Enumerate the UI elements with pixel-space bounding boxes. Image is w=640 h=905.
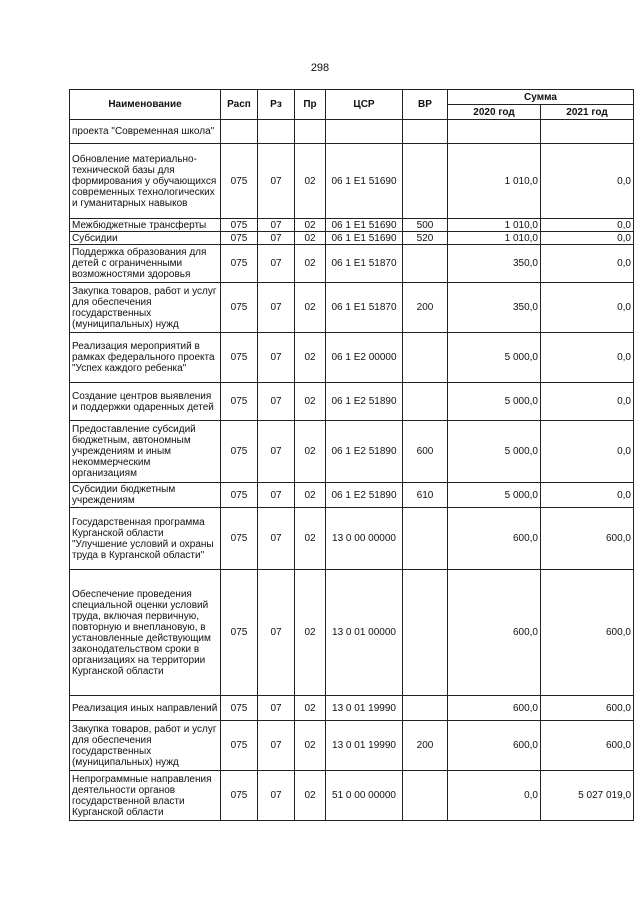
row-pr: 02 xyxy=(295,721,326,771)
row-name: Предоставление субсидий бюджетным, автономным учреждениям и иным некоммерческим организациям xyxy=(70,421,221,483)
row-name: Обеспечение проведения специальной оценки условий труда, включая первичную, повторную и внеплановую, в установленные действующим законодательством сроки в организациях на территории Курганской области xyxy=(70,570,221,696)
row-sum-2020: 350,0 xyxy=(448,283,541,333)
row-sum-2021: 0,0 xyxy=(541,333,634,383)
row-rasp: 075 xyxy=(221,232,258,245)
row-rz xyxy=(258,120,295,144)
row-rz: 07 xyxy=(258,283,295,333)
row-sum-2021: 0,0 xyxy=(541,232,634,245)
row-vr xyxy=(403,333,448,383)
row-pr: 02 xyxy=(295,283,326,333)
row-sum-2020: 1 010,0 xyxy=(448,232,541,245)
row-name: Закупка товаров, работ и услуг для обеспечения государственных (муниципальных) нужд xyxy=(70,721,221,771)
row-rasp: 075 xyxy=(221,283,258,333)
table-row xyxy=(70,421,634,483)
row-name: Реализация мероприятий в рамках федерального проекта "Успех каждого ребенка" xyxy=(70,333,221,383)
row-csr: 06 1 E1 51690 xyxy=(326,144,403,219)
row-sum-2020: 350,0 xyxy=(448,245,541,283)
row-csr: 06 1 E1 51690 xyxy=(326,219,403,232)
row-pr: 02 xyxy=(295,245,326,283)
header-pr: Пр xyxy=(295,90,326,120)
table-row xyxy=(70,508,634,570)
header-2020: 2020 год xyxy=(448,105,541,120)
row-name: Субсидии xyxy=(70,232,221,245)
row-rasp: 075 xyxy=(221,771,258,821)
header-name: Наименование xyxy=(70,90,221,120)
table-row xyxy=(70,219,634,232)
header-rasp: Расп xyxy=(221,90,258,120)
row-pr: 02 xyxy=(295,508,326,570)
row-rz: 07 xyxy=(258,219,295,232)
row-name: Создание центров выявления и поддержки одаренных детей xyxy=(70,383,221,421)
row-pr: 02 xyxy=(295,333,326,383)
row-csr xyxy=(326,120,403,144)
row-csr: 13 0 01 19990 xyxy=(326,721,403,771)
row-csr: 06 1 E1 51870 xyxy=(326,283,403,333)
row-sum-2021: 0,0 xyxy=(541,245,634,283)
row-sum-2021: 0,0 xyxy=(541,483,634,508)
row-sum-2021: 0,0 xyxy=(541,383,634,421)
table-row xyxy=(70,245,634,283)
row-vr xyxy=(403,383,448,421)
row-csr: 06 1 E2 51890 xyxy=(326,421,403,483)
page-number: 298 xyxy=(310,62,330,74)
row-vr: 200 xyxy=(403,721,448,771)
row-rasp: 075 xyxy=(221,333,258,383)
row-csr: 06 1 E1 51690 xyxy=(326,232,403,245)
row-vr: 610 xyxy=(403,483,448,508)
row-vr xyxy=(403,771,448,821)
row-vr xyxy=(403,144,448,219)
table-row xyxy=(70,570,634,696)
header-csr: ЦСР xyxy=(326,90,403,120)
row-rz: 07 xyxy=(258,696,295,721)
row-name: Поддержка образования для детей с ограниченными возможностями здоровья xyxy=(70,245,221,283)
table-row xyxy=(70,696,634,721)
row-pr xyxy=(295,120,326,144)
row-sum-2020: 600,0 xyxy=(448,696,541,721)
header-row-1 xyxy=(70,90,634,105)
row-vr xyxy=(403,570,448,696)
row-csr: 06 1 E2 51890 xyxy=(326,483,403,508)
header-2021: 2021 год xyxy=(541,105,634,120)
row-pr: 02 xyxy=(295,771,326,821)
row-rasp: 075 xyxy=(221,383,258,421)
row-name: Реализация иных направлений xyxy=(70,696,221,721)
row-vr xyxy=(403,508,448,570)
row-rasp: 075 xyxy=(221,508,258,570)
row-rz: 07 xyxy=(258,508,295,570)
row-rasp: 075 xyxy=(221,721,258,771)
row-rasp: 075 xyxy=(221,219,258,232)
row-pr: 02 xyxy=(295,383,326,421)
row-sum-2020: 600,0 xyxy=(448,508,541,570)
row-vr xyxy=(403,120,448,144)
header-rz: Рз xyxy=(258,90,295,120)
row-sum-2020: 600,0 xyxy=(448,721,541,771)
row-csr: 13 0 01 19990 xyxy=(326,696,403,721)
row-sum-2020: 600,0 xyxy=(448,570,541,696)
row-rz: 07 xyxy=(258,483,295,508)
row-vr xyxy=(403,245,448,283)
row-rasp: 075 xyxy=(221,570,258,696)
row-name: проекта "Современная школа" xyxy=(70,120,221,144)
row-vr: 600 xyxy=(403,421,448,483)
row-rz: 07 xyxy=(258,232,295,245)
table-row xyxy=(70,721,634,771)
row-rasp: 075 xyxy=(221,245,258,283)
budget-table xyxy=(69,89,634,821)
row-sum-2020: 1 010,0 xyxy=(448,144,541,219)
row-sum-2020: 5 000,0 xyxy=(448,483,541,508)
row-rz: 07 xyxy=(258,771,295,821)
row-csr: 06 1 E2 51890 xyxy=(326,383,403,421)
row-pr: 02 xyxy=(295,421,326,483)
table-row xyxy=(70,120,634,144)
row-rasp: 075 xyxy=(221,696,258,721)
row-sum-2020: 1 010,0 xyxy=(448,219,541,232)
row-rz: 07 xyxy=(258,245,295,283)
row-sum-2021 xyxy=(541,120,634,144)
row-vr: 520 xyxy=(403,232,448,245)
row-sum-2021: 600,0 xyxy=(541,570,634,696)
row-sum-2020: 5 000,0 xyxy=(448,421,541,483)
row-sum-2021: 0,0 xyxy=(541,283,634,333)
table-row xyxy=(70,333,634,383)
table-row xyxy=(70,283,634,333)
row-sum-2020 xyxy=(448,120,541,144)
row-rasp: 075 xyxy=(221,421,258,483)
row-rz: 07 xyxy=(258,721,295,771)
row-csr: 06 1 E2 00000 xyxy=(326,333,403,383)
table-row xyxy=(70,144,634,219)
row-name: Обновление материально-технической базы для формирования у обучающихся современных технологических и гуманитарных навыков xyxy=(70,144,221,219)
row-pr: 02 xyxy=(295,219,326,232)
row-sum-2020: 0,0 xyxy=(448,771,541,821)
row-pr: 02 xyxy=(295,144,326,219)
row-csr: 06 1 E1 51870 xyxy=(326,245,403,283)
row-pr: 02 xyxy=(295,483,326,508)
table-row xyxy=(70,383,634,421)
row-name: Субсидии бюджетным учреждениям xyxy=(70,483,221,508)
row-rasp: 075 xyxy=(221,144,258,219)
row-vr: 200 xyxy=(403,283,448,333)
table-row xyxy=(70,483,634,508)
row-rasp: 075 xyxy=(221,483,258,508)
row-rz: 07 xyxy=(258,421,295,483)
row-vr xyxy=(403,696,448,721)
row-sum-2021: 5 027 019,0 xyxy=(541,771,634,821)
table-row xyxy=(70,771,634,821)
row-sum-2020: 5 000,0 xyxy=(448,333,541,383)
row-pr: 02 xyxy=(295,232,326,245)
row-name: Закупка товаров, работ и услуг для обеспечения государственных (муниципальных) нужд xyxy=(70,283,221,333)
row-sum-2020: 5 000,0 xyxy=(448,383,541,421)
row-rz: 07 xyxy=(258,144,295,219)
row-rz: 07 xyxy=(258,383,295,421)
row-name: Государственная программа Курганской области "Улучшение условий и охраны труда в Курганской области" xyxy=(70,508,221,570)
row-csr: 13 0 00 00000 xyxy=(326,508,403,570)
row-rasp xyxy=(221,120,258,144)
table-row xyxy=(70,232,634,245)
row-name: Межбюджетные трансферты xyxy=(70,219,221,232)
row-sum-2021: 600,0 xyxy=(541,721,634,771)
row-csr: 51 0 00 00000 xyxy=(326,771,403,821)
row-vr: 500 xyxy=(403,219,448,232)
row-name: Непрограммные направления деятельности органов государственной власти Курганской области xyxy=(70,771,221,821)
row-sum-2021: 600,0 xyxy=(541,696,634,721)
row-pr: 02 xyxy=(295,570,326,696)
header-vr: ВР xyxy=(403,90,448,120)
row-sum-2021: 0,0 xyxy=(541,421,634,483)
row-sum-2021: 600,0 xyxy=(541,508,634,570)
row-sum-2021: 0,0 xyxy=(541,219,634,232)
row-sum-2021: 0,0 xyxy=(541,144,634,219)
row-pr: 02 xyxy=(295,696,326,721)
row-rz: 07 xyxy=(258,570,295,696)
row-csr: 13 0 01 00000 xyxy=(326,570,403,696)
header-sum: Сумма xyxy=(448,90,634,105)
row-rz: 07 xyxy=(258,333,295,383)
